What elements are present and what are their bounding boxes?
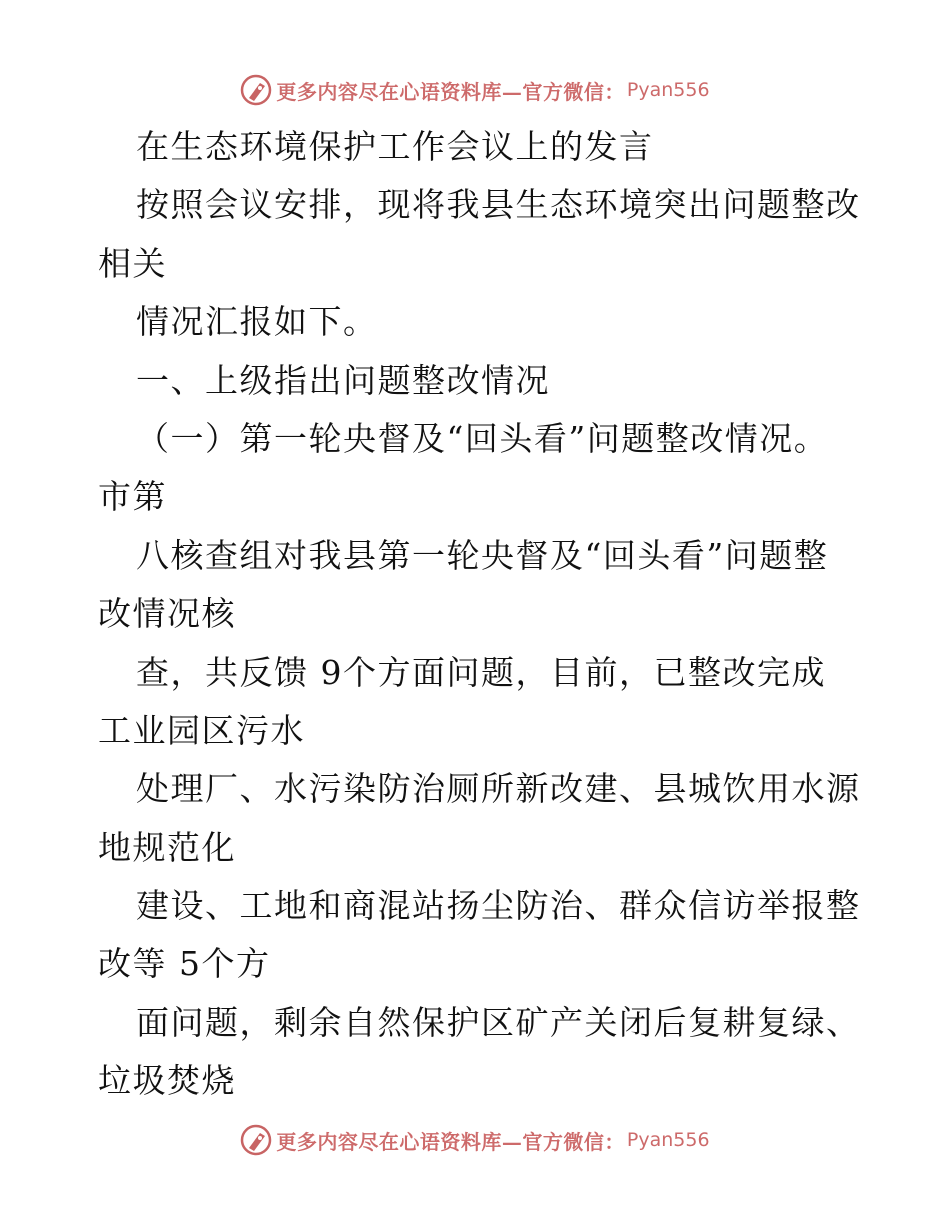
watermark-text: 更多内容尽在心语资料库—官方微信：: [276, 79, 625, 104]
pen-nib-logo-icon: [240, 74, 272, 106]
watermark-banner-top: [0, 72, 950, 108]
text-line: 市第: [98, 477, 167, 517]
text-line: 处理厂、水污染防治厕所新改建、县城饮用水源: [136, 769, 861, 809]
section-heading: 一、上级指出问题整改情况: [136, 360, 550, 400]
text-line: 相关: [98, 243, 167, 283]
watermark-id: Pyan556: [626, 1129, 710, 1151]
text-line: 垃圾焚烧: [98, 1061, 236, 1101]
text-line: 改等 5个方: [98, 944, 271, 984]
text-line: 建设、工地和商混站扬尘防治、群众信访举报整: [136, 886, 861, 926]
text-line: 改情况核: [98, 594, 236, 634]
text-line: 按照会议安排，现将我县生态环境突出问题整改: [136, 185, 861, 225]
document-body: [98, 118, 861, 1111]
text-line: 地规范化: [98, 827, 236, 867]
text-line: 情况汇报如下。: [136, 302, 378, 342]
watermark-banner-bottom: [0, 1122, 950, 1158]
subsection-heading: （一）第一轮央督及“回头看”问题整改情况。: [136, 418, 829, 458]
watermark-id: Pyan556: [626, 79, 710, 101]
text-line: 工业园区污水: [98, 710, 305, 750]
text-line: 查，共反馈 9个方面问题，目前，已整改完成: [136, 652, 826, 692]
title-line: 在生态环境保护工作会议上的发言: [136, 127, 654, 166]
text-line: 八核查组对我县第一轮央督及“回头看”问题整: [136, 535, 829, 575]
watermark-text: 更多内容尽在心语资料库—官方微信：: [276, 1129, 625, 1154]
pen-nib-logo-icon: [240, 1124, 272, 1156]
text-line: 面问题，剩余自然保护区矿产关闭后复耕复绿、: [136, 1002, 861, 1042]
